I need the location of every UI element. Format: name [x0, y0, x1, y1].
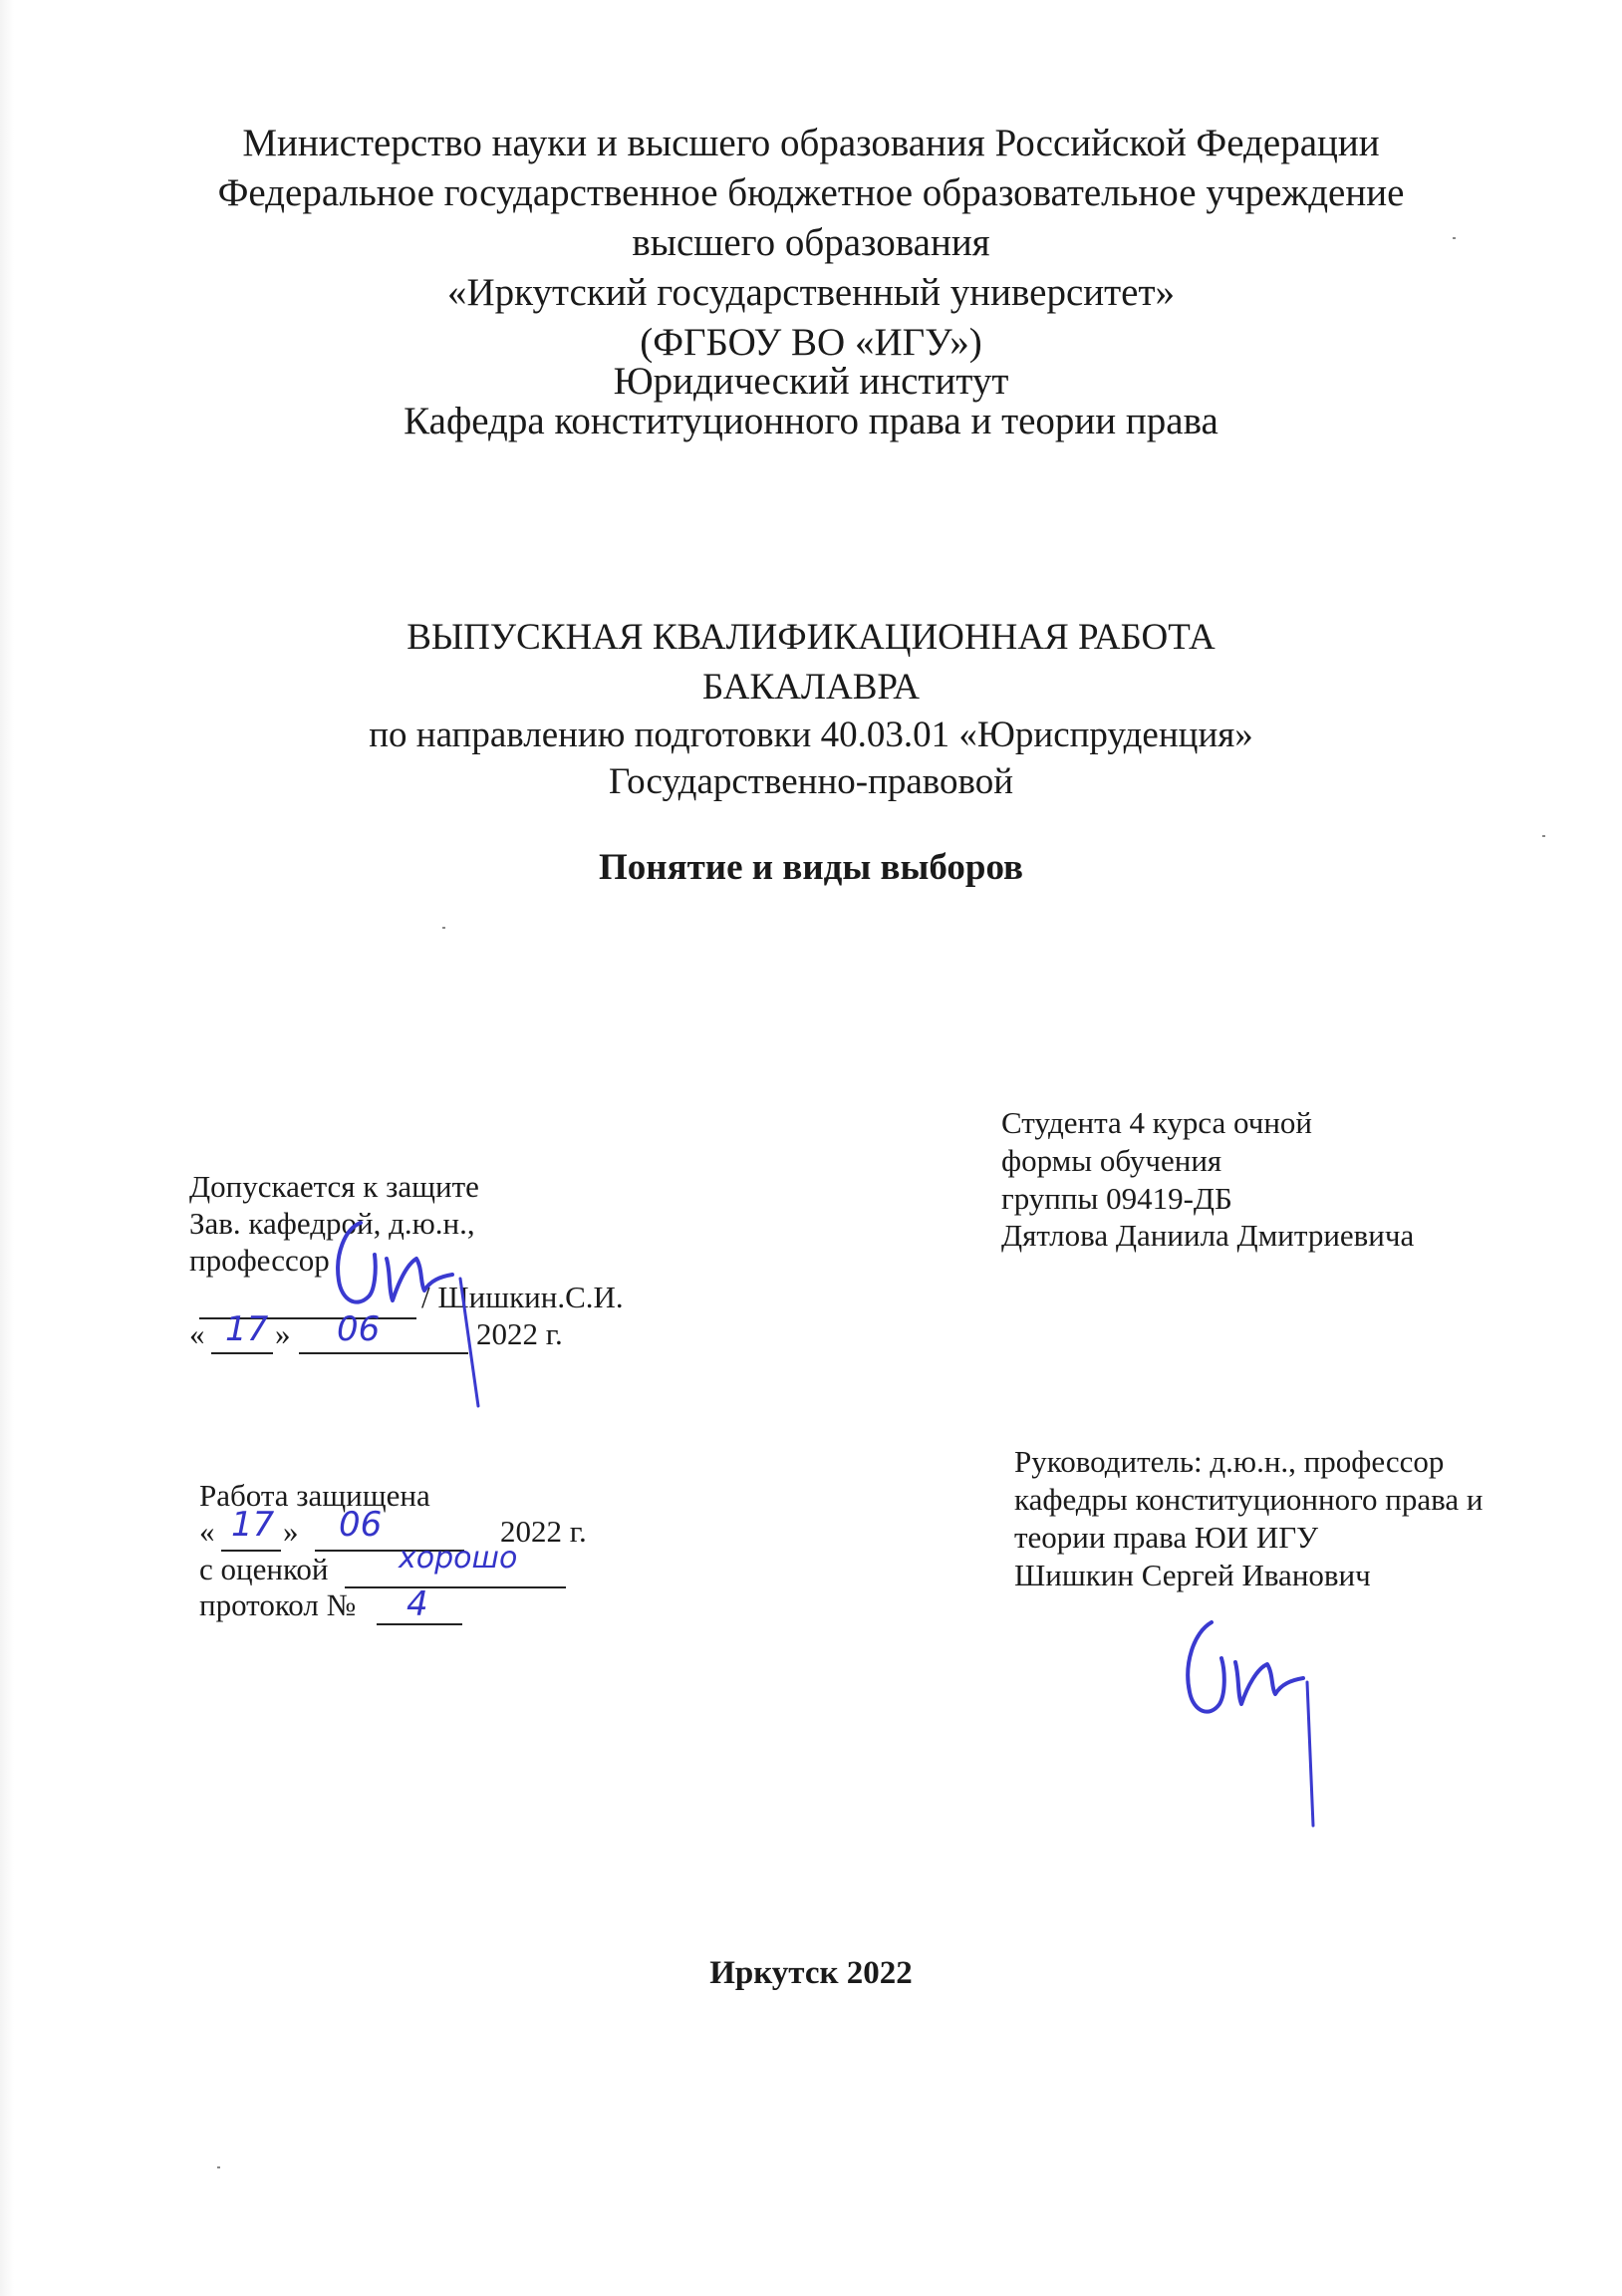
admission-line3: профессор	[189, 1243, 330, 1278]
university-abbrev-line: (ФГБОУ ВО «ИГУ»)	[640, 321, 982, 364]
student-line1: Студента 4 курса очной	[1001, 1105, 1312, 1140]
scan-speck	[1542, 835, 1545, 837]
department-line: Кафедра конституционного права и теории права	[404, 400, 1218, 442]
defense-hand-protocol: 4	[406, 1584, 428, 1624]
defense-grade-label: с оценкой	[199, 1552, 329, 1586]
head-signature	[329, 1211, 488, 1415]
admission-line1: Допускается к защите	[189, 1169, 479, 1204]
defense-grade-line	[345, 1586, 566, 1588]
city-year: Иркутск 2022	[709, 1955, 913, 1991]
supervisor-line1: Руководитель: д.ю.н., профессор	[1014, 1444, 1445, 1479]
admission-date-mid: »	[275, 1316, 291, 1351]
admission-year: 2022 г.	[476, 1316, 563, 1351]
institute-line: Юридический институт	[613, 360, 1009, 403]
scan-speck	[442, 927, 445, 929]
student-name: Дятлова Даниила Дмитриевича	[1001, 1218, 1415, 1253]
supervisor-line3: теории права ЮИ ИГУ	[1014, 1520, 1319, 1555]
supervisor-line2: кафедры конституционного права и	[1014, 1482, 1484, 1517]
defense-hand-grade: хорошо	[399, 1541, 518, 1576]
defense-date-mid: »	[283, 1514, 299, 1549]
education-level-line: высшего образования	[632, 221, 990, 264]
admission-signer: / Шишкин.С.И.	[421, 1280, 624, 1314]
direction-line: по направлению подготовки 40.03.01 «Юриспруденция»	[369, 715, 1253, 755]
institution-type-line: Федеральное государственное бюджетное образовательное учреждение	[217, 171, 1405, 214]
scan-speck	[217, 2166, 220, 2168]
topic-title: Понятие и виды выборов	[598, 847, 1024, 888]
university-name-line: «Иркутский государственный университет»	[446, 271, 1176, 314]
student-line3: группы 09419-ДБ	[1001, 1181, 1232, 1216]
supervisor-signature	[1176, 1606, 1335, 1836]
admission-date-open: «	[189, 1316, 205, 1351]
admission-line2: Зав. кафедрой, д.ю.н.,	[189, 1206, 475, 1241]
supervisor-name: Шишкин Сергей Иванович	[1014, 1558, 1371, 1592]
work-type-line2: БАКАЛАВРА	[702, 667, 920, 708]
admission-day-line	[211, 1352, 273, 1354]
profile-line: Государственно-правовой	[608, 761, 1014, 802]
defense-year: 2022 г.	[500, 1514, 587, 1549]
admission-hand-day: 17	[225, 1309, 269, 1349]
defense-date-open: «	[199, 1514, 215, 1549]
student-line2: формы обучения	[1001, 1143, 1222, 1178]
defense-hand-month: 06	[339, 1505, 383, 1545]
scan-speck	[1453, 237, 1456, 239]
ministry-line: Министерство науки и высшего образования Российской Федерации	[242, 122, 1380, 164]
defense-protocol-label: протокол №	[199, 1587, 357, 1622]
defense-hand-day: 17	[231, 1505, 275, 1545]
admission-hand-month: 06	[337, 1309, 381, 1349]
defense-line1: Работа защищена	[199, 1478, 430, 1513]
work-type-line1: ВЫПУСКНАЯ КВАЛИФИКАЦИОННАЯ РАБОТА	[406, 617, 1216, 658]
